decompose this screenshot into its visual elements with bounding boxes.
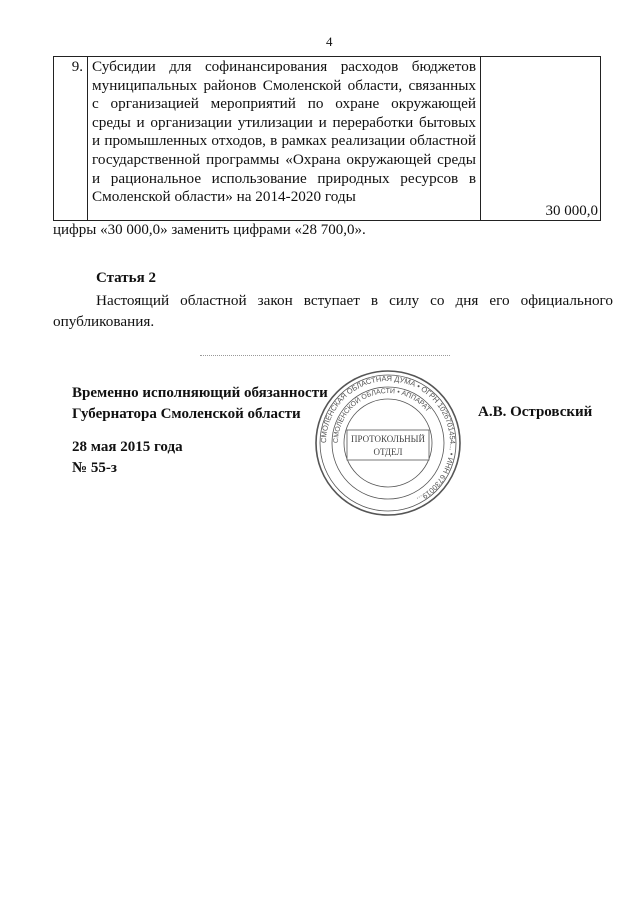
- law-number: № 55-з: [72, 460, 117, 476]
- row-number: 9.: [54, 57, 88, 221]
- seal-center-line2: ОТДЕЛ: [373, 447, 403, 457]
- row-value: 30 000,0: [545, 203, 598, 219]
- page-number: 4: [326, 34, 333, 49]
- seal-outer-text: СМОЛЕНСКАЯ ОБЛАСТНАЯ ДУМА • ОГРН 1026701454... • ИНН 6730019...: [318, 373, 458, 505]
- row-description: Субсидии для софинансирования расходов бюджетов муниципальных районов Смоленской области, связанных с организацией мероприятий по охране окружающей среды и организации утилизации и переработки бытовых и промышленных отходов, в рамках реализации областной государственной программы «Охрана окружающей среды и рациональное использование природных ресурсов в Смоленской области» на 2014-2020 годы: [88, 57, 481, 221]
- replacement-text: цифры «30 000,0» заменить цифрами «28 700,0».: [53, 222, 366, 238]
- official-seal-icon: [313, 368, 463, 518]
- date-block: [72, 437, 183, 479]
- table-row: [54, 57, 601, 221]
- amendment-table: [53, 56, 601, 221]
- divider: [200, 355, 450, 356]
- seal-inner-text: СМОЛЕНСКОЙ ОБЛАСТИ • АППАРАТ: [332, 387, 432, 444]
- signatory-name: А.В. Островский: [478, 404, 593, 420]
- article-heading: Статья 2: [96, 270, 156, 286]
- signatory-title: [72, 383, 328, 425]
- seal-center-line1: ПРОТОКОЛЬНЫЙ: [351, 434, 425, 444]
- row-value-cell: [481, 57, 601, 221]
- law-date: 28 мая 2015 года: [72, 439, 183, 455]
- article-text: Настоящий областной закон вступает в силу со дня его официального опубликования.: [53, 292, 613, 330]
- signatory-title-line2: Губернатора Смоленской области: [72, 406, 301, 422]
- signatory-title-line1: Временно исполняющий обязанности: [72, 385, 328, 401]
